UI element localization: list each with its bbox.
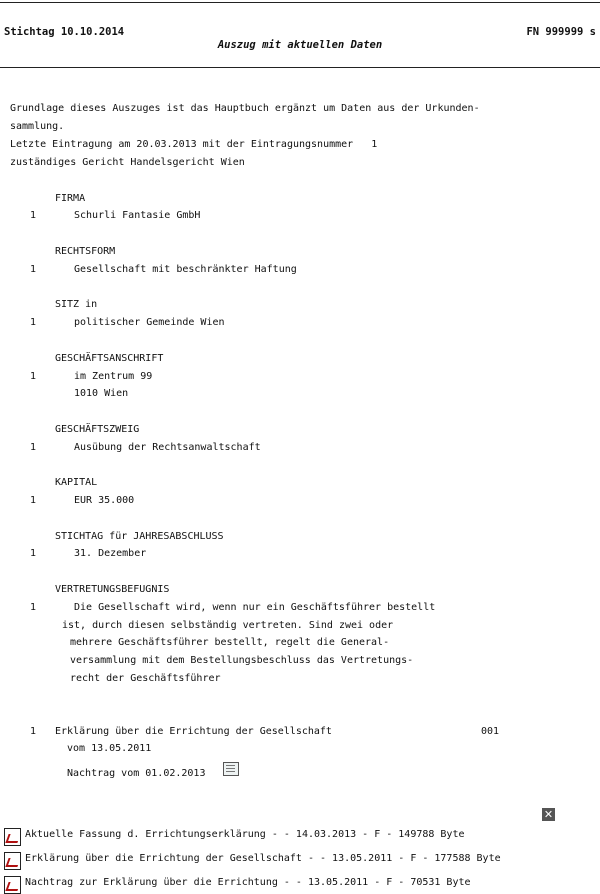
intro-line: zuständiges Gericht Handelsgericht Wien xyxy=(10,157,245,168)
vertretung-line: versammlung mit dem Bestellungsbeschluss das Vertretungs- xyxy=(70,655,414,666)
section-label-vertretung: VERTRETUNGSBEFUGNIS xyxy=(55,584,170,595)
anschrift-city: 1010 Wien xyxy=(74,388,129,399)
page-title: Auszug mit aktuellen Daten xyxy=(217,39,383,51)
entry-number: 1 xyxy=(30,264,37,275)
vertretung-line: Die Gesellschaft wird, wenn nur ein Geschäftsführer bestellt xyxy=(74,602,436,613)
urkunde-text: Erklärung über die Errichtung der Gesellschaft xyxy=(55,726,332,737)
section-label-rechtsform: RECHTSFORM xyxy=(55,246,116,257)
pdf-icon[interactable] xyxy=(4,828,21,846)
sitz-value: politischer Gemeinde Wien xyxy=(74,317,225,328)
file-link[interactable]: Nachtrag zur Erklärung über die Errichtung - - 13.05.2011 - F - 70531 Byte xyxy=(25,877,471,888)
intro-line: sammlung. xyxy=(10,121,65,132)
entry-number: 1 xyxy=(30,548,37,559)
rechtsform-value: Gesellschaft mit beschränkter Haftung xyxy=(74,264,297,275)
file-link[interactable]: Erklärung über die Errichtung der Gesellschaft - - 13.05.2011 - F - 177588 Byte xyxy=(25,853,501,864)
zweig-value: Ausübung der Rechtsanwaltschaft xyxy=(74,442,261,453)
entry-number: 1 xyxy=(30,210,37,221)
section-label-kapital: KAPITAL xyxy=(55,477,98,488)
section-label-sitz: SITZ in xyxy=(55,299,98,310)
entry-number: 1 xyxy=(30,602,37,613)
urkunde-date: vom 13.05.2011 xyxy=(67,743,152,754)
vertretung-line: mehrere Geschäftsführer bestellt, regelt die General- xyxy=(70,637,390,648)
stichtag-label: Stichtag 10.10.2014 xyxy=(4,26,125,38)
intro-line: Letzte Eintragung am 20.03.2013 mit der Eintragungsnummer 1 xyxy=(10,139,378,150)
entry-number: 1 xyxy=(30,317,37,328)
nachtrag-text: Nachtrag vom 01.02.2013 xyxy=(67,768,206,779)
header-rule xyxy=(0,67,600,68)
document-icon[interactable] xyxy=(223,762,239,776)
file-link[interactable]: Aktuelle Fassung d. Errichtungserklärung - - 14.03.2013 - F - 149788 Byte xyxy=(25,829,465,840)
urkunde-number: 1 xyxy=(30,726,37,737)
anschrift-street: im Zentrum 99 xyxy=(74,371,153,382)
intro-line: Grundlage dieses Auszuges ist das Hauptbuch ergänzt um Daten aus der Urkunden- xyxy=(10,103,480,114)
stichtag-value: 31. Dezember xyxy=(74,548,147,559)
pdf-icon[interactable] xyxy=(4,876,21,894)
top-rule xyxy=(0,2,600,3)
section-label-zweig: GESCHÄFTSZWEIG xyxy=(55,424,140,435)
entry-number: 1 xyxy=(30,371,37,382)
vertretung-line: ist, durch diesen selbständig vertreten. Sind zwei oder xyxy=(62,620,394,631)
section-label-anschrift: GESCHÄFTSANSCHRIFT xyxy=(55,353,164,364)
urkunde-code: 001 xyxy=(481,726,500,737)
pdf-icon[interactable] xyxy=(4,852,21,870)
firma-value: Schurli Fantasie GmbH xyxy=(74,210,201,221)
kapital-value: EUR 35.000 xyxy=(74,495,135,506)
fn-number: FN 999999 s xyxy=(526,26,596,38)
vertretung-line: recht der Geschäftsführer xyxy=(70,673,221,684)
section-label-stichtag: STICHTAG für JAHRESABSCHLUSS xyxy=(55,531,224,542)
close-icon[interactable]: ✕ xyxy=(543,808,554,821)
entry-number: 1 xyxy=(30,495,37,506)
section-label-firma: FIRMA xyxy=(55,193,86,204)
entry-number: 1 xyxy=(30,442,37,453)
